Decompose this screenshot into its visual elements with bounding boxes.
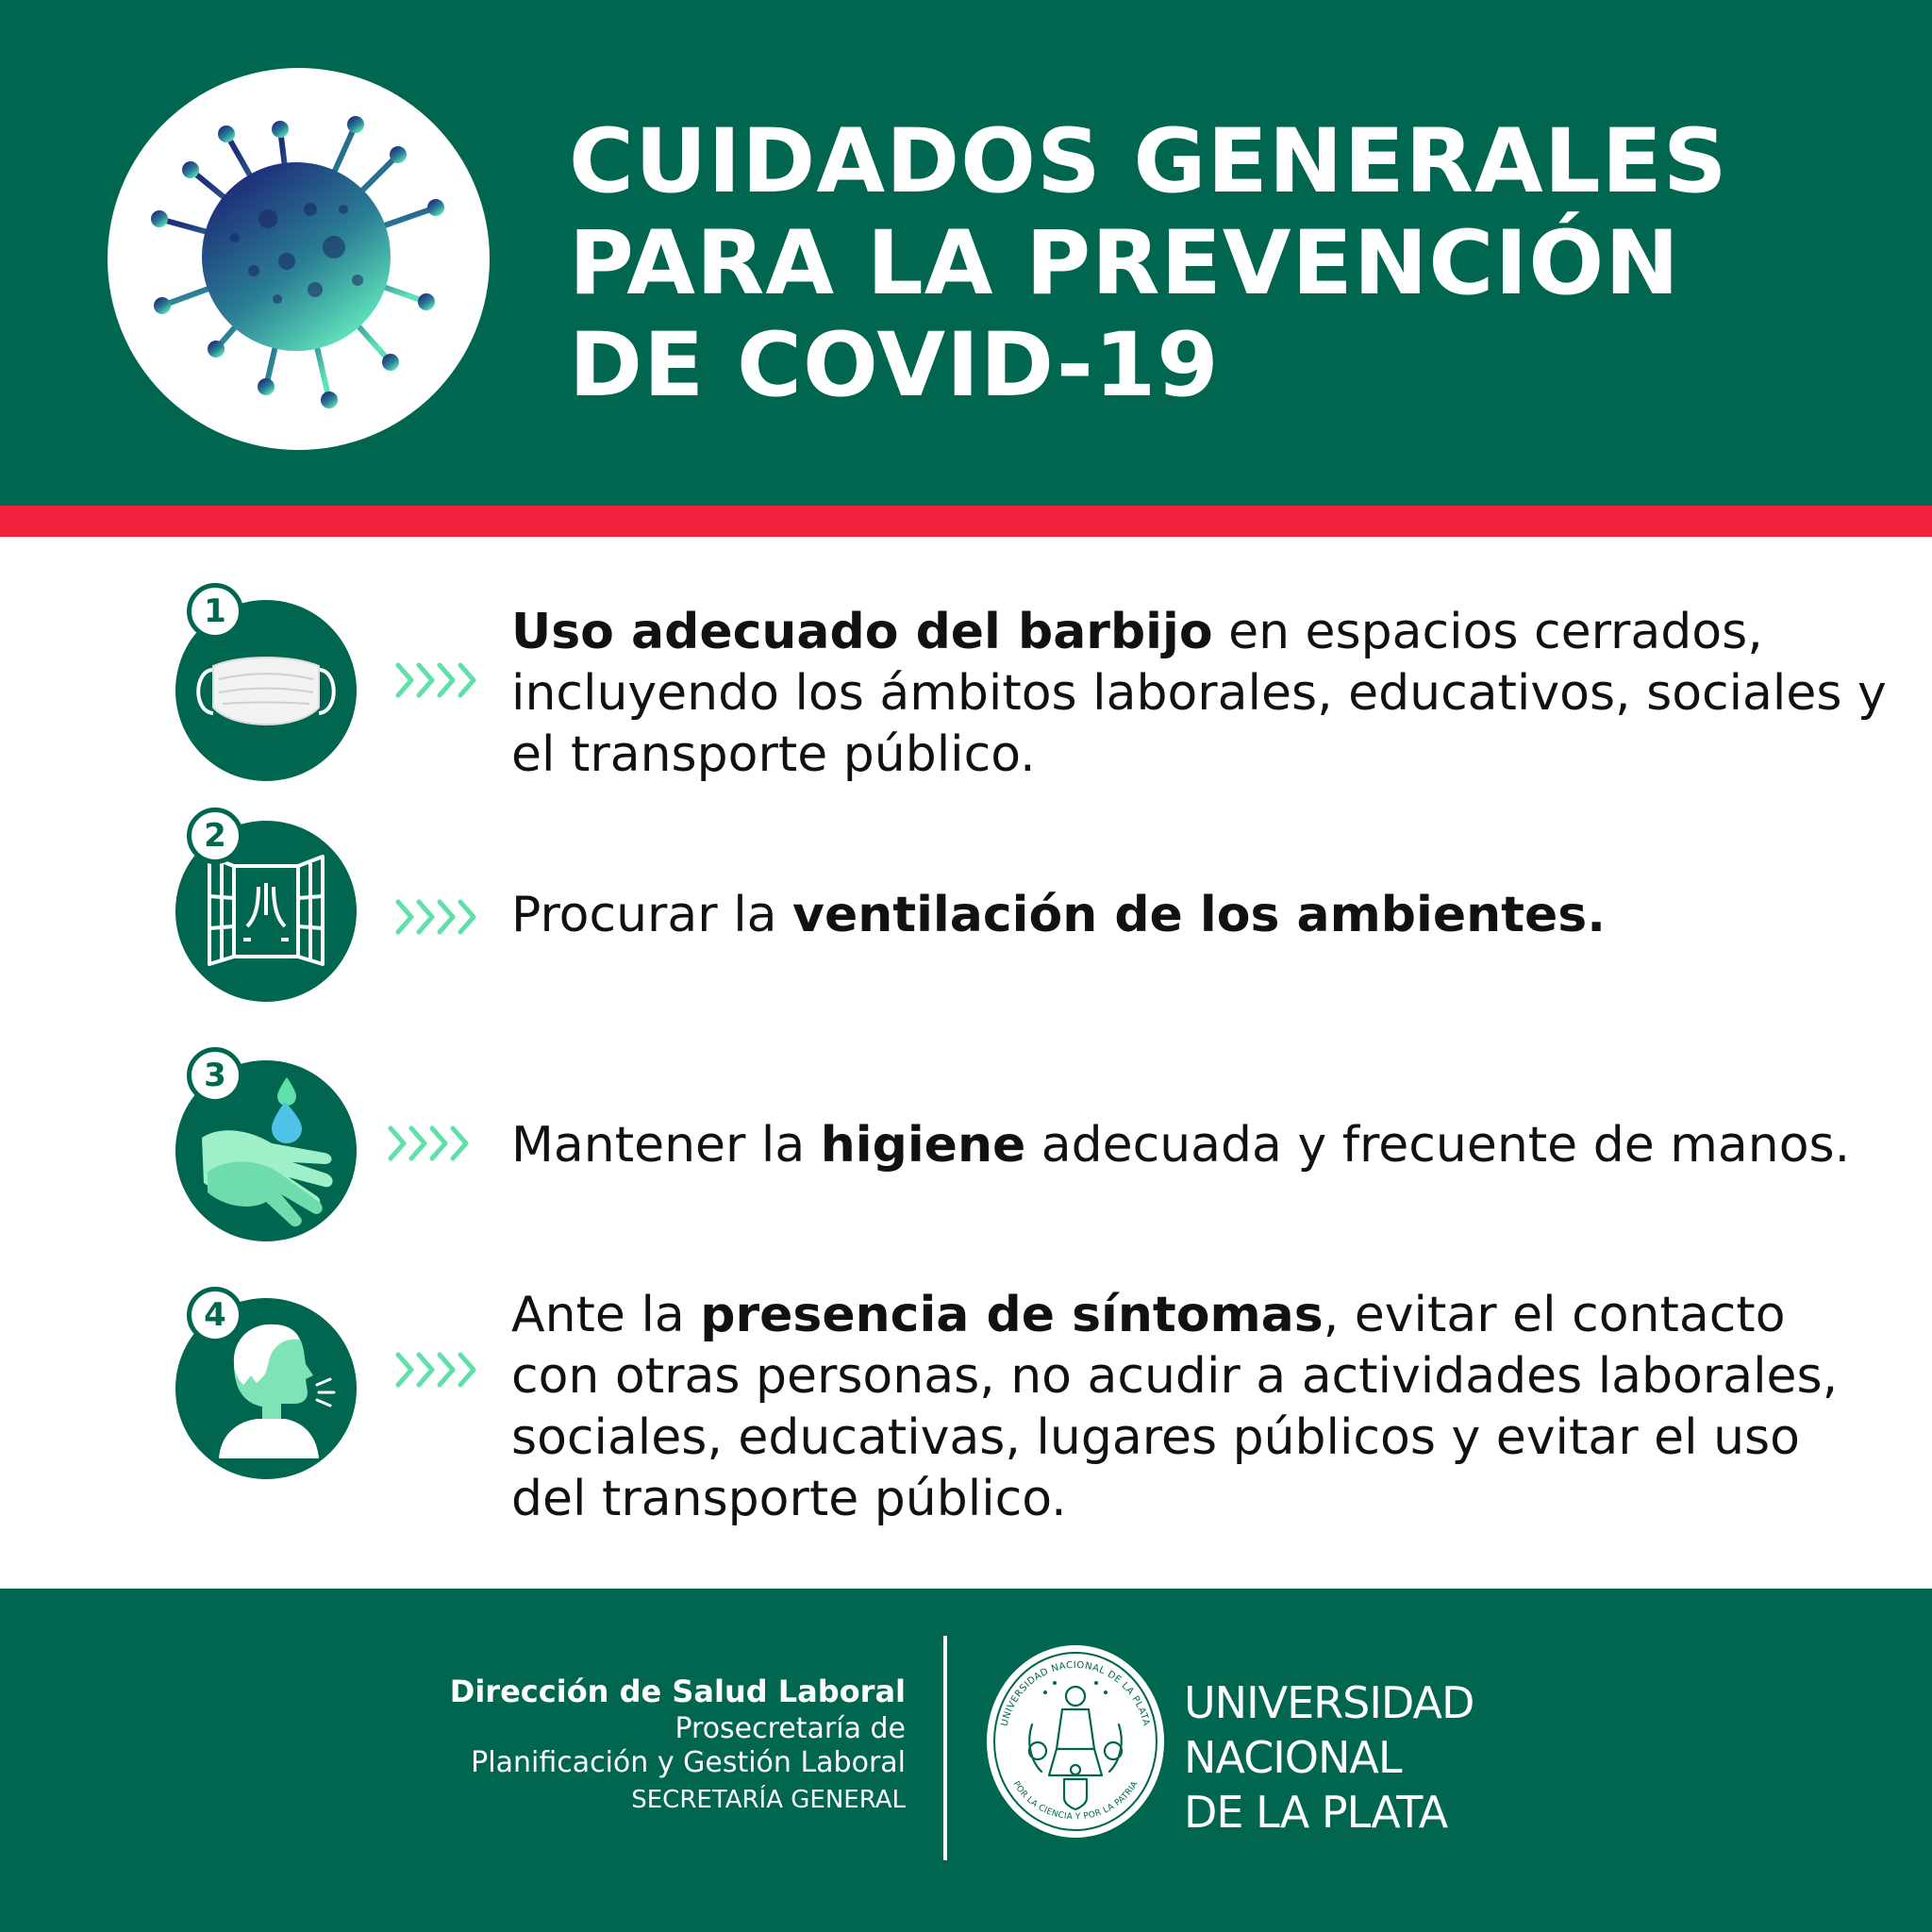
item-text-3 xyxy=(511,1115,1889,1176)
seal-top-text: UNIVERSIDAD NACIONAL DE LA PLATA xyxy=(999,1659,1152,1727)
university-seal xyxy=(979,1638,1173,1845)
department-info xyxy=(450,1671,906,1820)
item-number-badge-2: 2 xyxy=(187,808,243,864)
item-text-rest-4: , evitar el contacto con otras personas, no acudir a actividades laborales, sociales, educativas, lugares públicos y evitar el uso del transporte público. xyxy=(511,1287,1839,1527)
item-text-bold-3: higiene xyxy=(820,1117,1026,1174)
seal-bottom-text: POR LA CIENCIA Y POR LA PATRIA xyxy=(1010,1779,1141,1823)
item-text-pre-2: Procurar la xyxy=(511,887,793,943)
header-banner xyxy=(0,0,1932,506)
page-title xyxy=(569,111,1890,417)
chevron-arrows-icon xyxy=(387,1123,477,1164)
item-text-rest-1: en espacios cerrados, incluyendo los ámbitos laborales, educativos, sociales y el transporte público. xyxy=(511,604,1887,783)
department-name: Dirección de Salud Laboral xyxy=(449,1674,906,1709)
footer-banner xyxy=(0,1589,1932,1932)
item-text-4 xyxy=(511,1285,1889,1530)
university-name-line-1: UNIVERSIDAD xyxy=(1184,1677,1474,1728)
subdepartment-line-1: Prosecretaría de xyxy=(675,1712,906,1745)
title-line-3: DE COVID-19 xyxy=(569,314,1220,417)
item-text-2 xyxy=(511,885,1889,946)
item-text-pre-3: Mantener la xyxy=(511,1117,821,1174)
footer-divider xyxy=(943,1636,947,1860)
title-line-2: PARA LA PREVENCIÓN xyxy=(569,212,1680,315)
chevron-arrows-icon xyxy=(394,1349,485,1391)
university-name-line-3: DE LA PLATA xyxy=(1184,1787,1448,1838)
item-text-1 xyxy=(511,602,1889,786)
title-line-1: CUIDADOS GENERALES xyxy=(569,110,1728,213)
university-seal-icon xyxy=(979,1638,1173,1845)
virus-icon-circle xyxy=(108,68,490,450)
virus-icon xyxy=(108,68,490,450)
red-divider-stripe xyxy=(0,506,1932,537)
item-number-badge-4: 4 xyxy=(187,1287,243,1343)
item-text-bold-1: Uso adecuado del barbijo xyxy=(511,604,1213,660)
item-number-badge-3: 3 xyxy=(187,1047,243,1104)
university-name-line-2: NACIONAL xyxy=(1184,1732,1402,1783)
chevron-arrows-icon xyxy=(394,896,485,938)
item-text-bold-4: presencia de síntomas xyxy=(700,1287,1324,1343)
secretariat-name: SECRETARÍA GENERAL xyxy=(631,1786,906,1814)
university-name xyxy=(1184,1675,1474,1840)
item-text-pre-4: Ante la xyxy=(511,1287,701,1343)
subdepartment-line-2: Planificación y Gestión Laboral xyxy=(471,1746,906,1779)
chevron-arrows-icon xyxy=(394,659,485,701)
item-number-badge-1: 1 xyxy=(187,583,243,640)
item-text-rest-3: adecuada y frecuente de manos. xyxy=(1025,1117,1851,1174)
item-text-bold-2: ventilación de los ambientes. xyxy=(792,887,1606,943)
